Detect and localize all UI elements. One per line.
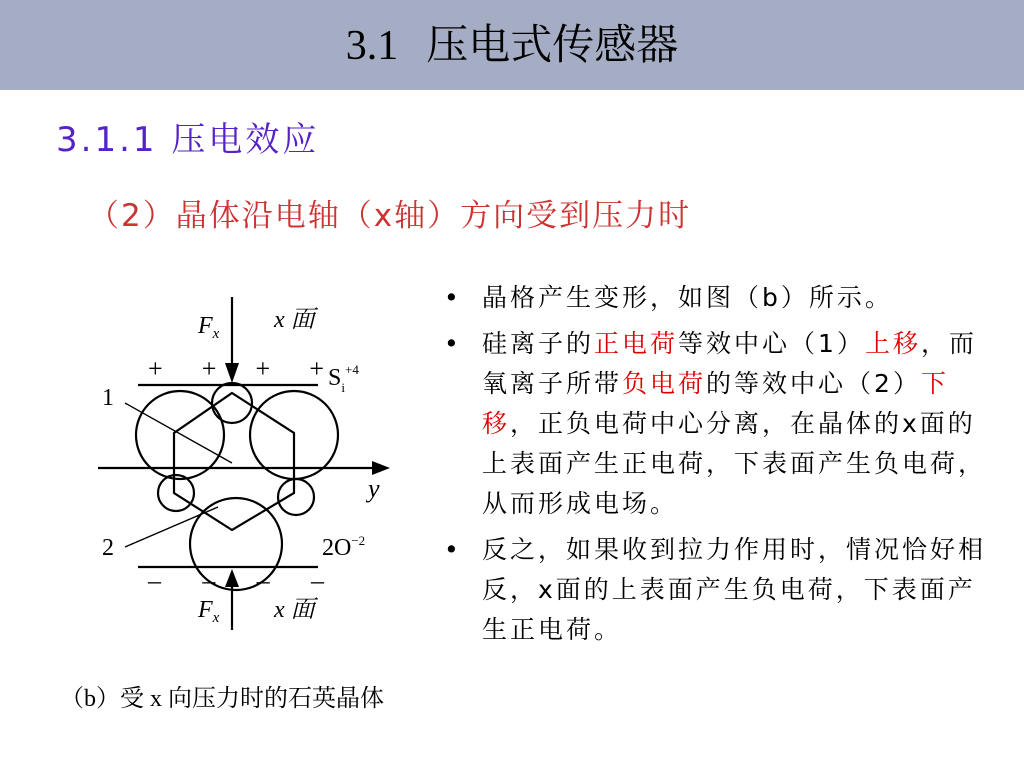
bottom-charge-signs: – – – – [148,566,324,595]
highlight-positive-charge: 正电荷 [594,329,679,358]
oxygen-label: $2O^{-2}$ [322,533,366,561]
highlight-move-up: 上移 [864,329,921,358]
label-1: 1 [102,385,114,411]
bullet-item [436,530,988,650]
quartz-crystal-diagram [60,285,420,645]
force-top-label: $F_x$ [198,313,220,342]
slide-title-text: 压电式传感器 [426,20,679,69]
y-axis-label: y [368,474,380,503]
slide-number: 3.1 [345,23,399,69]
bullet-dot: • [444,283,462,312]
highlight-move-down: 下移 [482,369,949,438]
bullet-text: ，正负电荷中心分离，在晶体的x面的上表面产生正电荷，下表面产生负电荷，从而形成电场。 [482,409,987,518]
label-2: 2 [102,535,114,561]
bullet-text: 晶格产生变形，如图（b）所示。 [482,283,893,312]
bullet-list [436,278,988,656]
subheading: （2）晶体沿电轴（x轴）方向受到压力时 [88,198,692,234]
bullet-item [436,324,988,524]
bullet-text: 硅离子的 [482,329,595,358]
bullet-text: ，而氧离子所带 [482,329,977,398]
leader-line-2 [125,507,218,547]
top-charge-signs: + + + + [148,354,324,383]
bullet-text: 的等效中心（2） [706,369,921,398]
highlight-negative-charge: 负电荷 [622,369,707,398]
face-top-label: x 面 [274,307,315,333]
hexagon-lattice [174,393,294,530]
bullet-dot: • [444,329,462,358]
figure-caption: （b）受 x 向压力时的石英晶体 [60,686,384,712]
section-heading: 3.1.1 压电效应 [56,120,320,160]
silicon-ion-left [136,391,224,479]
y-axis-arrowhead [372,461,390,475]
bullet-text: 等效中心（1） [678,329,865,358]
silicon-label: $S_i^{+4}$ [328,362,359,395]
face-bottom-label: x 面 [274,597,315,623]
title-bar [0,0,1024,90]
oxygen-ion-right [278,479,314,515]
force-bottom-label: $F_x$ [198,597,220,626]
bullet-dot: • [444,535,462,564]
bullet-text: 反之，如果收到拉力作用时，情况恰好相反，x面的上表面产生负电荷，下表面产生正电荷。 [482,535,987,644]
slide-title [0,0,1024,90]
bullet-item [436,278,988,318]
quartz-crystal-figure [60,285,420,645]
